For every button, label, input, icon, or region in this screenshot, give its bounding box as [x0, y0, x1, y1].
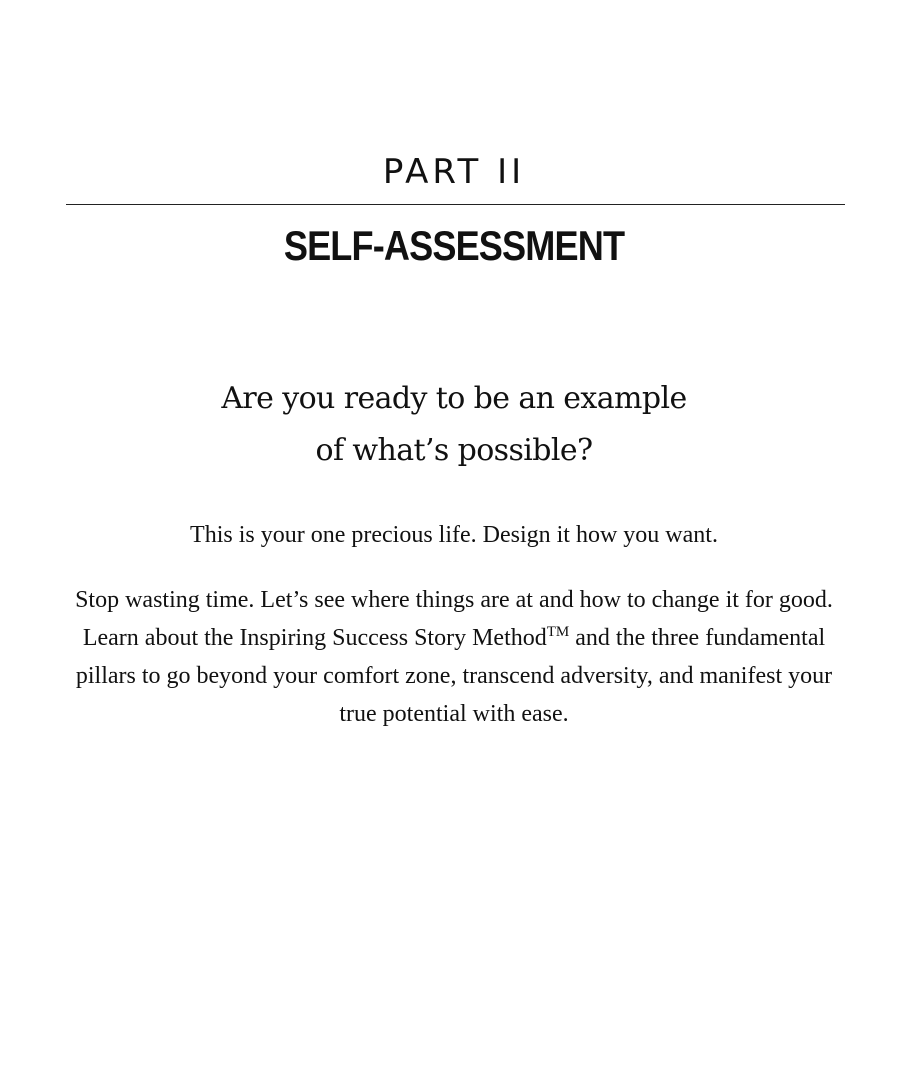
body-text-part-2: and the three fundamental pillars to go beyond your comfort zone, transcend adversity, and manifest your true potential with ease. [75, 625, 833, 727]
part-label: PART II [382, 152, 526, 192]
body-text-part-1: Stop wasting time. Let’s see where things are at and how to change it for good. Learn about the Inspiring Success Story Method [75, 587, 833, 651]
trademark-mark: TM [546, 624, 570, 640]
headline-line-1: Are you ready to be an example [221, 381, 687, 416]
divider-rule [66, 204, 845, 205]
headline-line-2: of what’s possible? [315, 433, 593, 468]
headline [0, 373, 908, 477]
body-paragraph [60, 581, 848, 733]
lead-paragraph: This is your one precious life. Design it how you want. [190, 522, 718, 548]
section-title: SELF-ASSESSMENT [283, 222, 625, 269]
